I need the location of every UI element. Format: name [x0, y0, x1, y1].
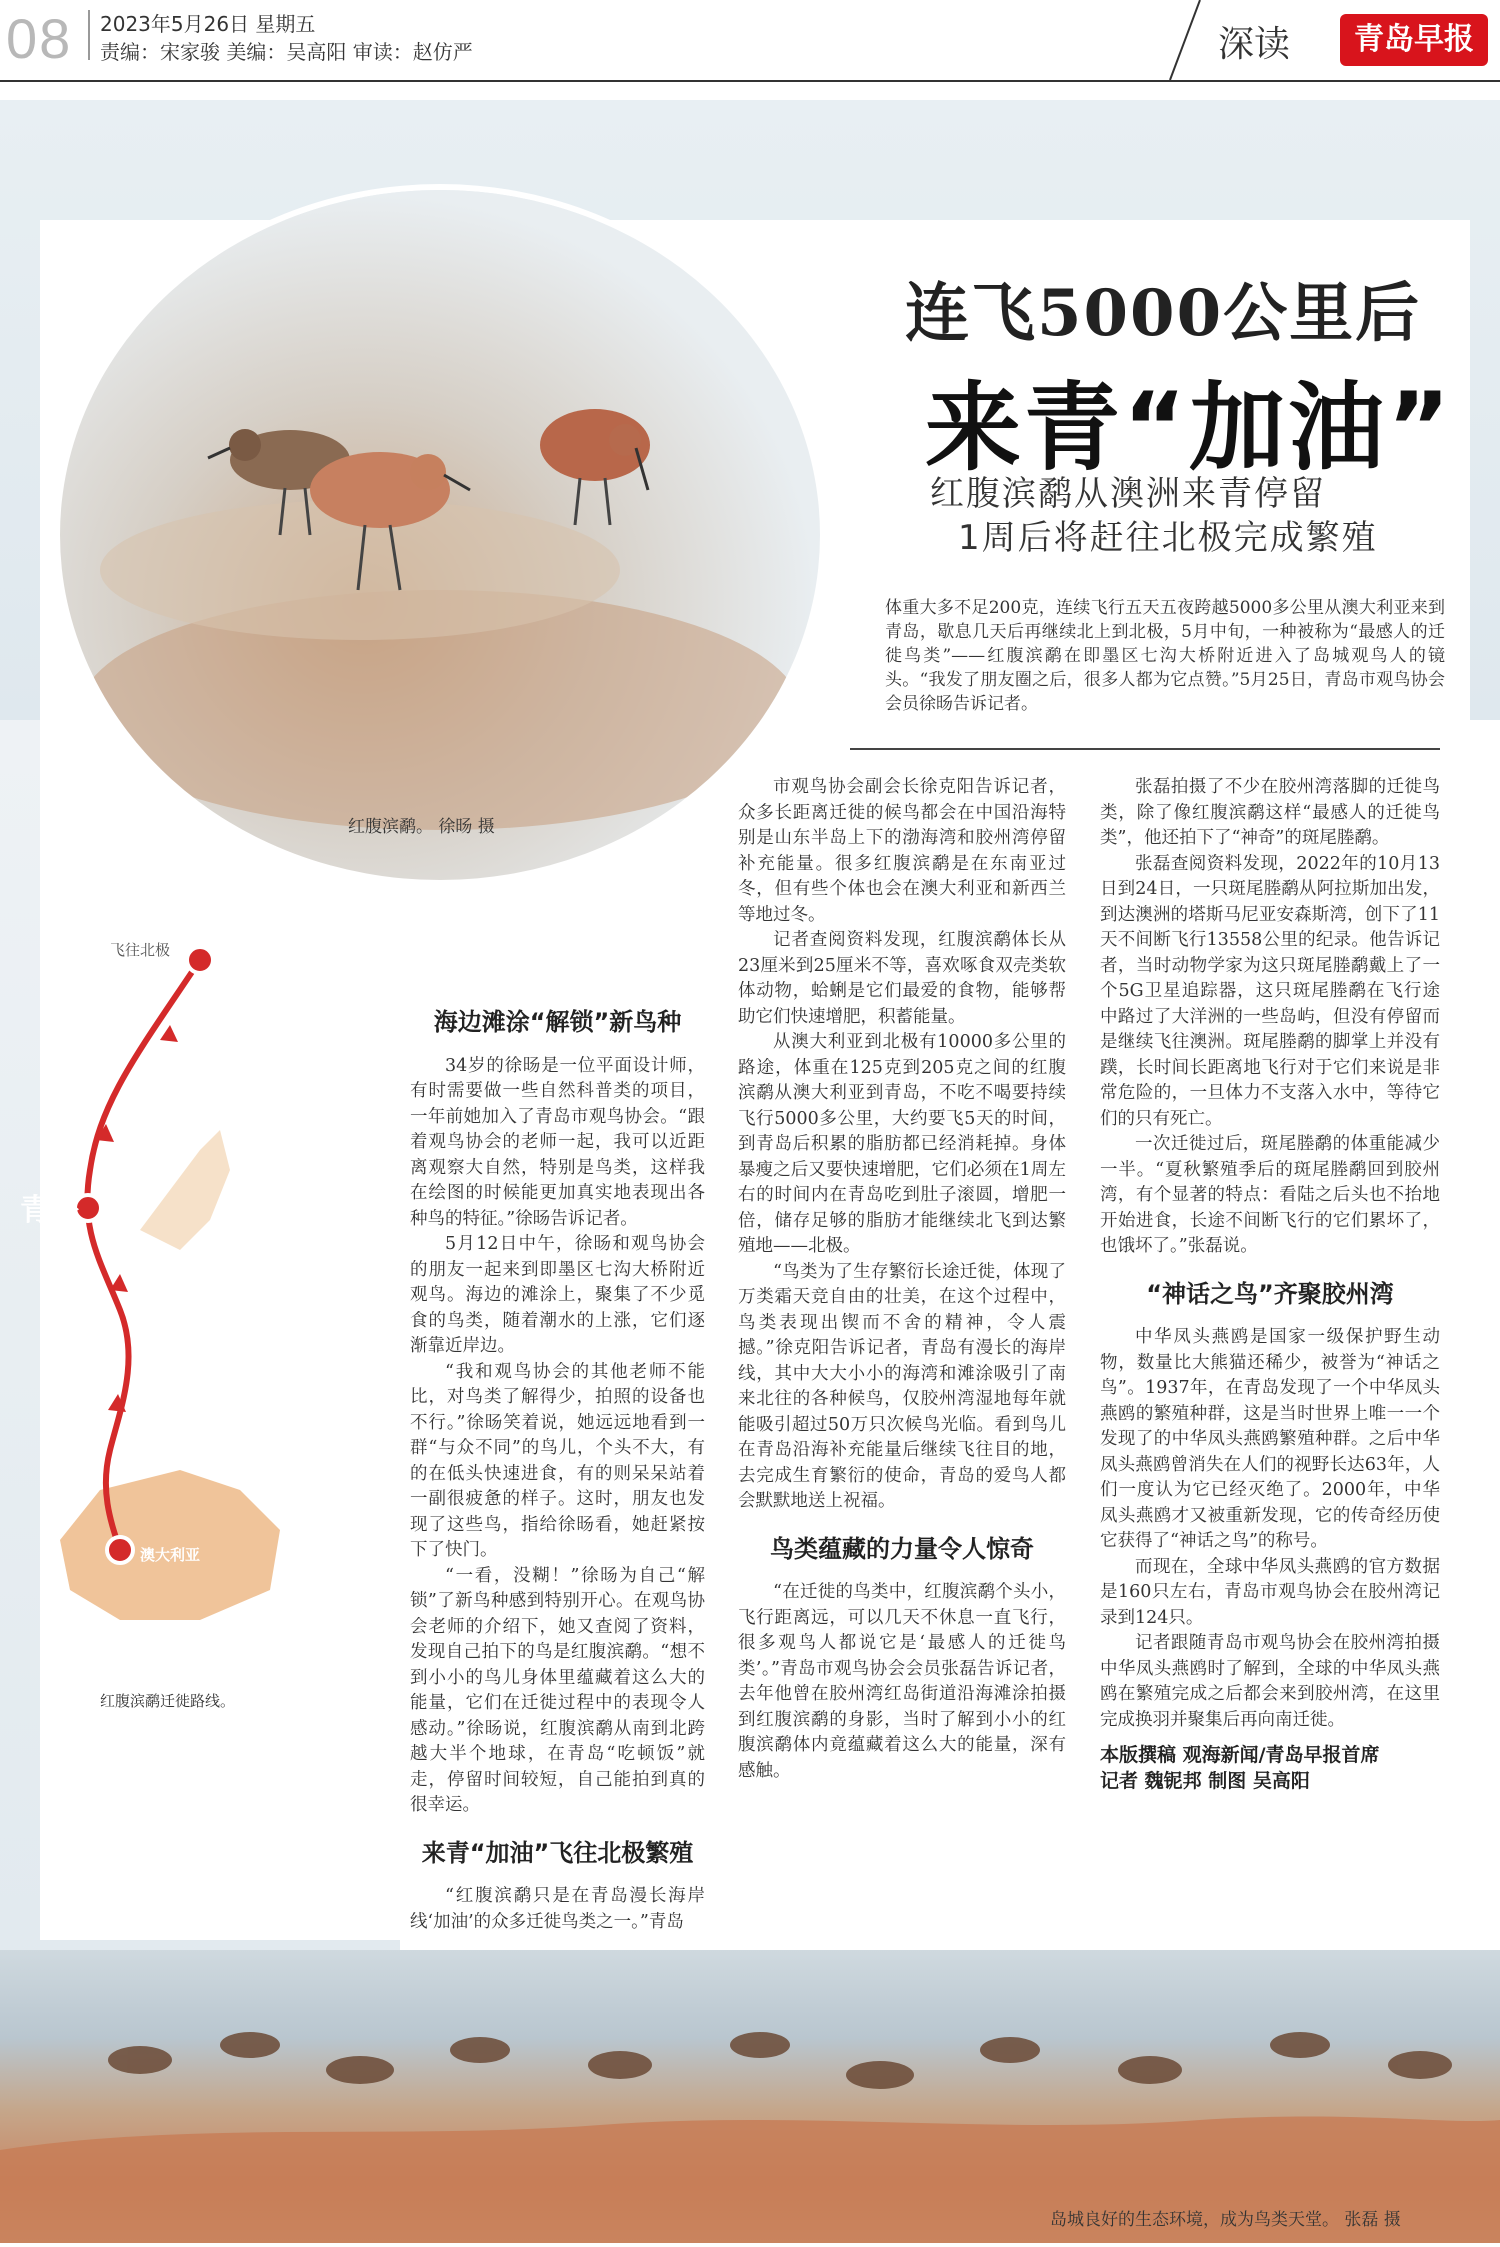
section-name: 深读: [1218, 24, 1291, 65]
map-label-australia: 澳大利亚: [140, 1546, 201, 1564]
australia-landmass: [60, 1470, 280, 1620]
map-label-qingdao: 青岛: [20, 1193, 80, 1228]
paragraph: 34岁的徐旸是一位平面设计师，有时需要做一些自然科普类的项目，一年前她加入了青岛市观鸟协会。“跟着观鸟协会的老师一起，我可以近距离观察大自然，特别是鸟类，这样我在绘图的时候能更加真实地表现出各种鸟的特征。”徐旸告诉记者。: [410, 1055, 705, 1229]
arctic-marker: [187, 947, 213, 973]
shorebird-flock-illustration: [0, 1950, 1500, 2243]
paragraph: 而现在，全球中华凤头燕鸥的官方数据是160只左右，青岛市观鸟协会在胶州湾记录到124只。: [1100, 1556, 1440, 1628]
section-heading: 海边滩涂“解锁”新鸟种: [433, 1008, 682, 1036]
paragraph: 记者查阅资料发现，红腹滨鹬体长从23厘米到25厘米不等，喜欢啄食双壳类软体动物，蛤蜊是它们最爱的食物，能够帮助它们快速增肥，积蓄能量。: [738, 930, 1066, 1027]
article-column-2: [738, 775, 1066, 1784]
editor-credits: 责编：宋家骏 美编：吴高阳 审读：赵仿严: [100, 40, 473, 64]
paragraph: 市观鸟协会副会长徐克阳告诉记者，众多长距离迁徙的候鸟都会在中国沿海特别是山东半岛上下的渤海湾和胶州湾停留补充能量。很多红腹滨鹬是在东南亚过冬，但有些个体也会在澳大利亚和新西兰等地过冬。: [738, 777, 1066, 925]
header-divider: [88, 10, 90, 60]
paragraph: “我和观鸟协会的其他老师不能比，对鸟类了解得少，拍照的设备也不行。”徐旸笑着说，她远远地看到一群“与众不同”的鸟儿，个头不大，有的在低头快速进食，有的则呆呆站着一副很疲惫的样子。这时，朋友也发现了这些鸟，指给徐旸看，她赶紧按下了快门。: [410, 1361, 705, 1560]
paragraph: “一看，没糊！”徐旸为自己“解锁”了新鸟种感到特别开心。在观鸟协会老师的介绍下，她又查阅了资料，发现自己拍下的鸟是红腹滨鹬。“想不到小小的鸟儿身体里蕴藏着这么大的能量，它们在迁徙过程中的表现令人感动。”徐旸说，红腹滨鹬从南到北跨越大半个地球，在青岛“吃顿饭”就走，停留时间较短，自己能拍到真的很幸运。: [410, 1565, 705, 1815]
bird-photo: [60, 190, 820, 880]
section-heading: 来青“加油”飞往北极繁殖: [421, 1838, 694, 1867]
route-arrow-icon: [160, 1025, 178, 1042]
paragraph: “红腹滨鹬只是在青岛漫长海岸线‘加油’的众多迁徙鸟类之一。”青岛: [410, 1886, 705, 1932]
map-label-arctic: 飞往北极: [110, 941, 171, 959]
lead-paragraph: 体重大多不足200克，连续飞行五天五夜跨越5000多公里从澳大利亚来到青岛，歇息几天后再继续北上到北极，5月中旬，一种被称为“最感人的迁徙鸟类”——红腹滨鹬在即墨区七沟大桥附近进入了岛城观鸟人的镜头。“我发了朋友圈之后，很多人都为它点赞。”5月25日，青岛市观鸟协会会员徐旸告诉记者。: [885, 598, 1445, 714]
paragraph: 5月12日中午，徐旸和观鸟协会的朋友一起来到即墨区七沟大桥附近观鸟。海边的滩涂上，聚集了不少觅食的鸟类，随着潮水的上涨，它们逐渐靠近岸边。: [410, 1234, 705, 1356]
paragraph: 记者跟随青岛市观鸟协会在胶州湾拍摄中华凤头燕鸥时了解到，全球的中华凤头燕鸥在繁殖完成之后都会来到胶州湾，在这里完成换羽并聚集后再向南迁徙。: [1100, 1633, 1440, 1730]
bottom-shorebirds-photo: [0, 1950, 1500, 2243]
bird-icon: [540, 409, 650, 525]
paragraph: “在迁徙的鸟类中，红腹滨鹬个头小，飞行距离远，可以几天不休息一直飞行，很多观鸟人都说它是‘最感人的迁徙鸟类’。”青岛市观鸟协会会员张磊告诉记者，去年他曾在胶州湾红岛街道沿海滩涂拍摄到红腹滨鹬的身影，当时了解到小小的红腹滨鹬体内竟蕴藏着这么大的能量，深有感触。: [738, 1582, 1066, 1781]
article-column-3: [1100, 775, 1440, 1794]
byline-line1: 本版撰稿 观海新闻/青岛早报首席: [1100, 1744, 1380, 1766]
map-caption: 红腹滨鹬迁徙路线。: [100, 1692, 236, 1710]
headline-line1: 连飞5000公里后: [905, 276, 1422, 351]
photo-caption: 红腹滨鹬。 徐旸 摄: [348, 817, 495, 837]
bird-illustration: [60, 190, 820, 880]
section-heading: 鸟类蕴藏的力量令人惊奇: [770, 1534, 1034, 1563]
page-number: 08: [6, 7, 73, 70]
newspaper-logo: 青岛早报: [1340, 14, 1488, 66]
issue-date: 2023年5月26日 星期五: [100, 12, 316, 36]
subheadline-line1: 红腹滨鹬从澳洲来青停留: [930, 474, 1326, 514]
paragraph: 一次迁徙过后，斑尾塍鹬的体重能减少一半。“夏秋繁殖季后的斑尾塍鹬回到胶州湾，有个显著的特点：看陆之后头也不抬地开始进食，长途不间断飞行的它们累坏了，也饿坏了。”张磊说。: [1100, 1134, 1440, 1256]
australia-marker: [107, 1537, 133, 1563]
byline-line2: 记者 魏铌邦 制图 吴高阳: [1100, 1769, 1310, 1792]
paragraph: 中华凤头燕鸥是国家一级保护野生动物，数量比大熊猫还稀少，被誉为“神话之鸟”。1937年，在青岛发现了一个中华凤头燕鸥的繁殖种群，这是当时世界上唯一一个发现了的中华凤头燕鸥繁殖种群。之后中华凤头燕鸥曾消失在人们的视野长达63年，人们一度认为它已经灭绝了。2000年，中华凤头燕鸥才又被重新发现，它的传奇经历使它获得了“神话之鸟”的称号。: [1100, 1327, 1440, 1551]
paragraph: 从澳大利亚到北极有10000多公里的路途，体重在125克到205克之间的红腹滨鹬从澳大利亚到青岛，不吃不喝要持续飞行5000多公里，大约要飞5天的时间，到青岛后积累的脂肪都已经消耗掉。身体暴瘦之后又要快速增肥，它们必须在1周左右的时间内在青岛吃到肚子滚圆，增肥一倍，储存足够的脂肪才能继续北飞到达繁殖地——北极。: [738, 1032, 1066, 1256]
section-heading: “神话之鸟”齐聚胶州湾: [1146, 1279, 1394, 1308]
paragraph: “鸟类为了生存繁衍长途迁徙，体现了万类霜天竞自由的壮美，在这个过程中，鸟类表现出锲而不舍的精神，令人震撼。”徐克阳告诉记者，青岛有漫长的海岸线，其中大大小小的海湾和滩涂吸引了南来北往的各种候鸟，仅胶州湾湿地每年就能吸引超过50万只次候鸟光临。看到鸟儿在青岛沿海补充能量后继续飞往目的地，去完成生育繁衍的使命，青岛的爱鸟人都会默默地送上祝福。: [738, 1261, 1066, 1511]
headline-line2: 来青“加油”: [925, 372, 1454, 484]
intro-divider: [850, 748, 1440, 750]
subheadline-line2: 1周后将赶往北极完成繁殖: [958, 518, 1378, 558]
migration-route-map: [20, 930, 380, 1620]
paragraph: 张磊查阅资料发现，2022年的10月13日到24日，一只斑尾塍鹬从阿拉斯加出发，到达澳洲的塔斯马尼亚安森斯湾，创下了11天不间断飞行13558公里的纪录。他告诉记者，当时动物学家为这只斑尾塍鹬戴上了一个5G卫星追踪器，这只斑尾塍鹬在飞行途中路过了大洋洲的一些岛屿，但没有停留而是继续飞往澳洲。斑尾塍鹬的脚掌上并没有蹼，长时间长距离地飞行对于它们来说是非常危险的，一旦体力不支落入水中，等待它们的只有死亡。: [1100, 853, 1440, 1129]
paragraph: 张磊拍摄了不少在胶州湾落脚的迁徙鸟类，除了像红腹滨鹬这样“最感人的迁徙鸟类”，他还拍下了“神奇”的斑尾塍鹬。: [1100, 777, 1440, 848]
bottom-photo-caption: 岛城良好的生态环境，成为鸟类天堂。 张磊 摄: [1050, 2210, 1401, 2230]
header-slash-decoration: [1160, 0, 1210, 80]
article-column-1: [410, 1008, 705, 1935]
